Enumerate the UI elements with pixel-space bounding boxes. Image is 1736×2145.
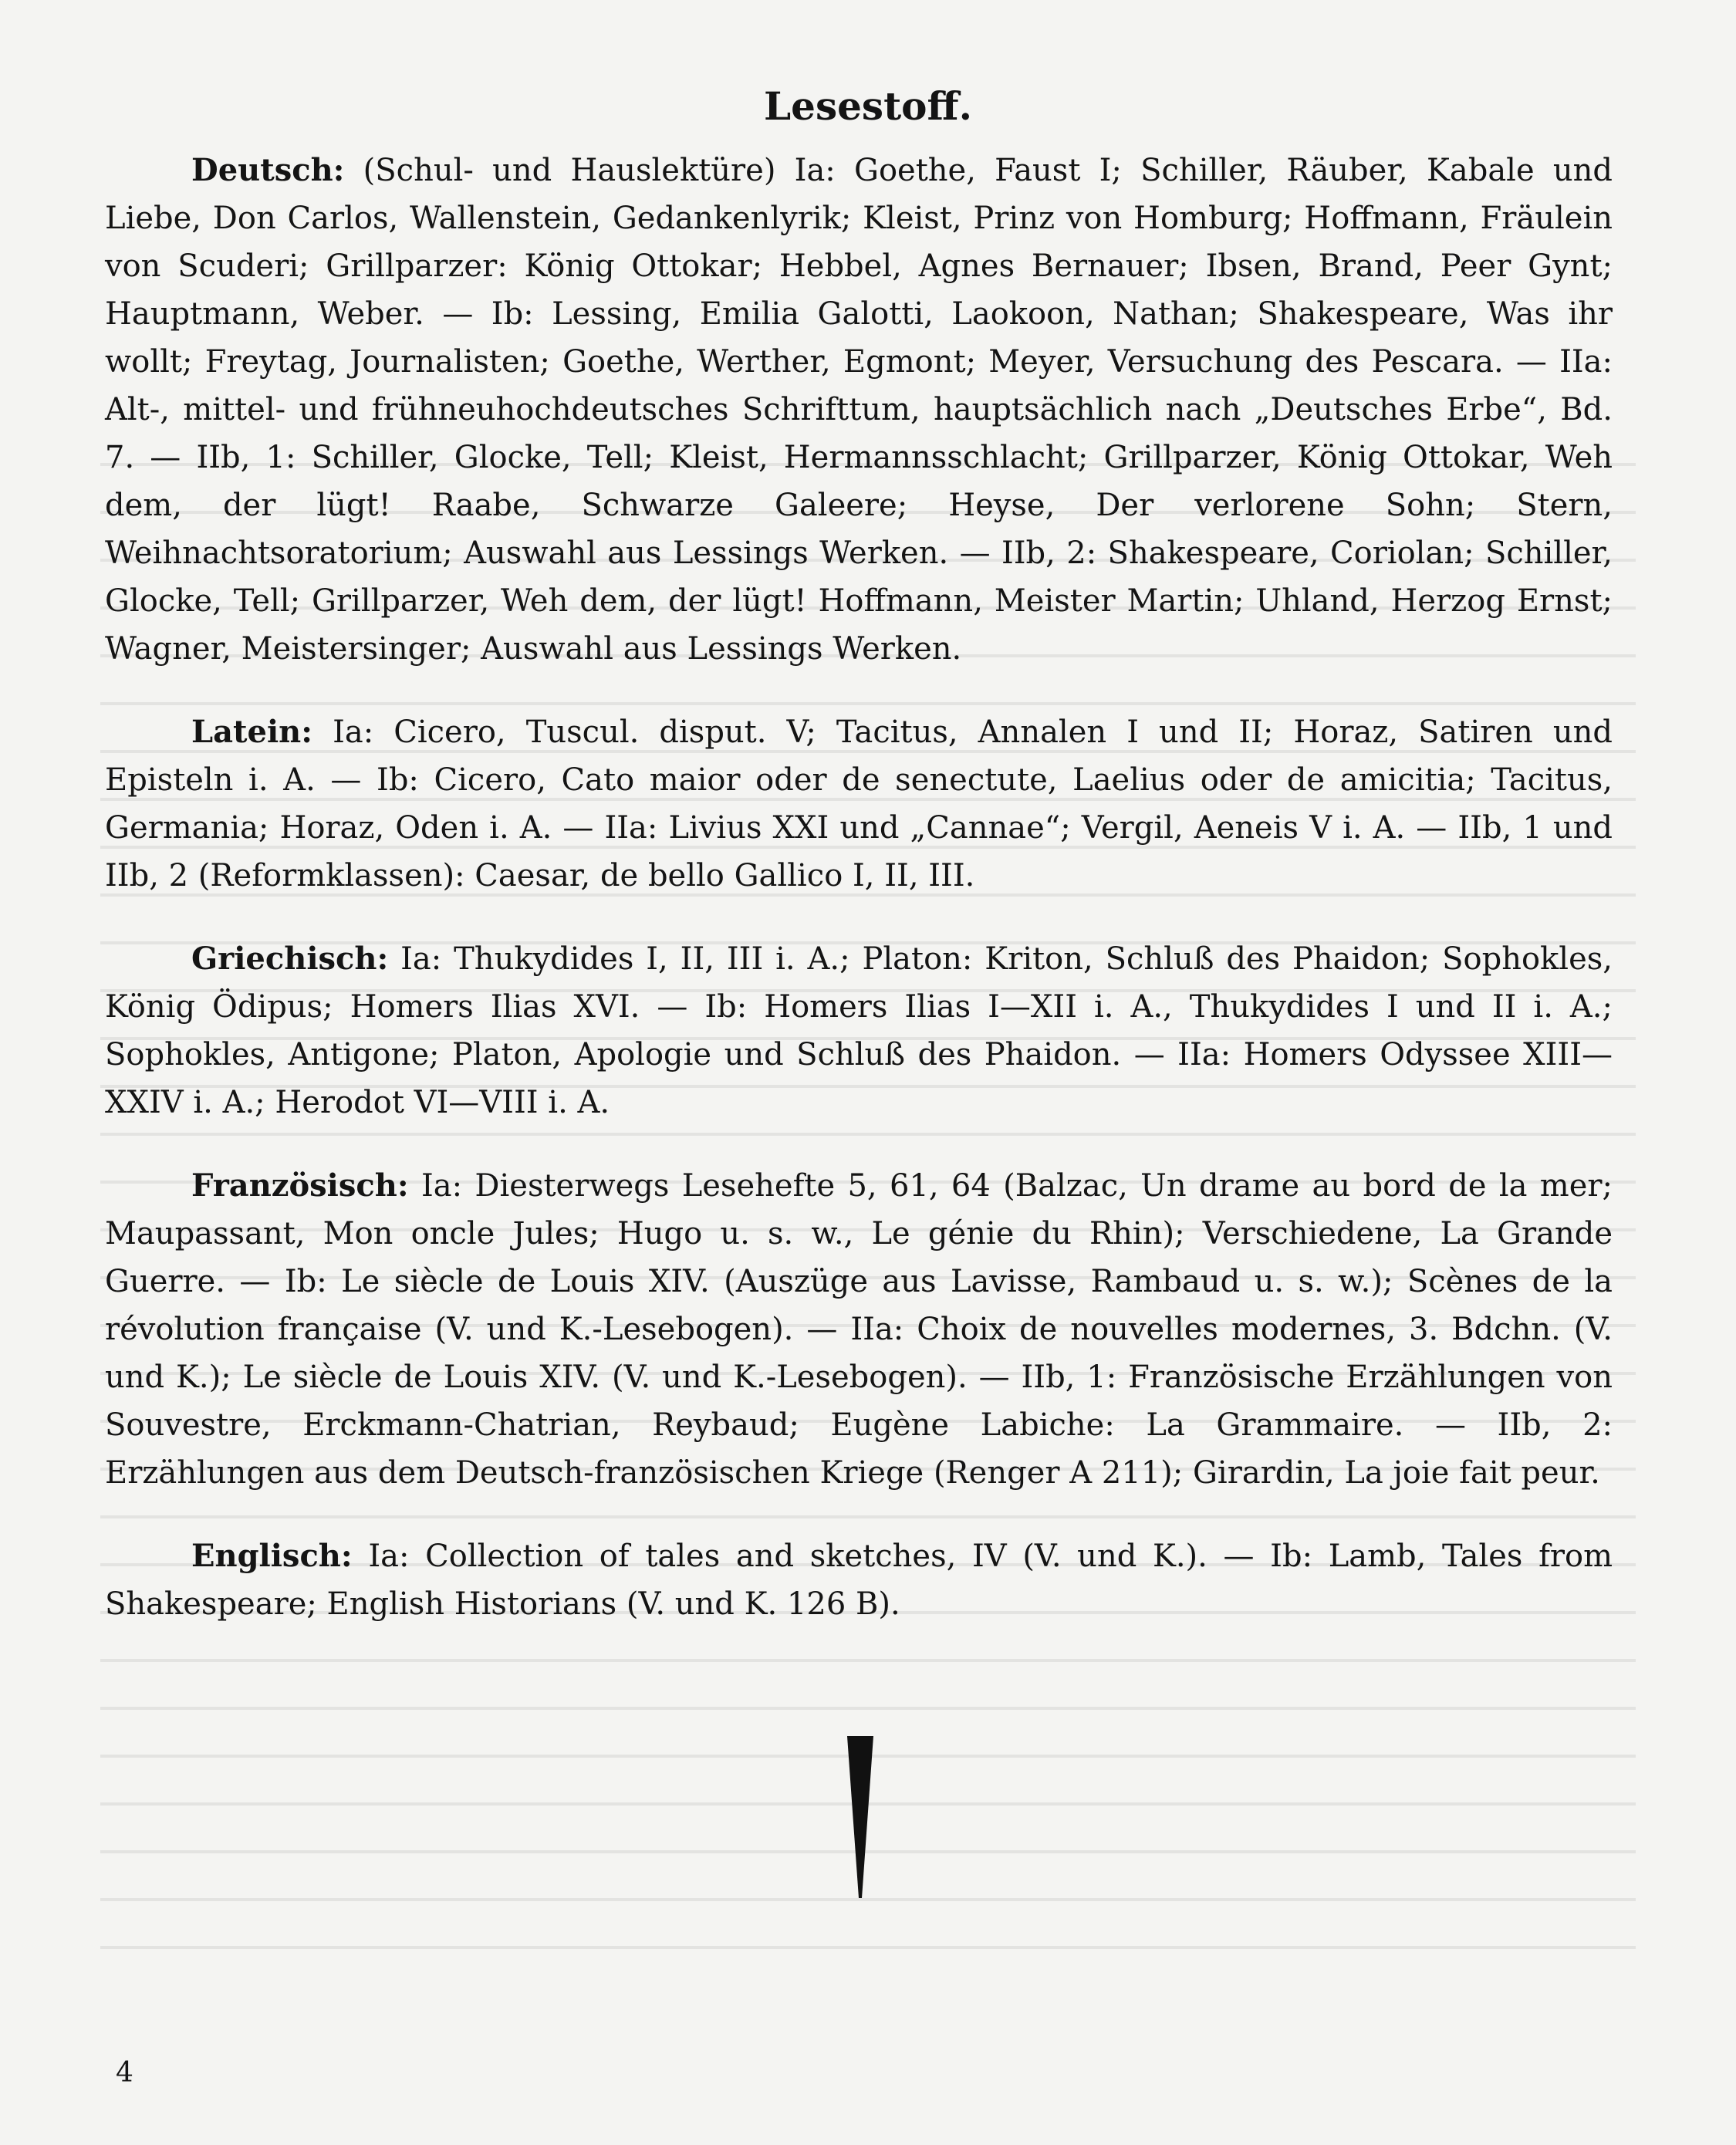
section-text: Ia: Collection of tales and sketches, IV (V. und K.). — Ib: Lamb, Tales from Shakespeare; English Historians (V. und K. 126 B). [105,1539,1613,1622]
page-title: Lesestoff. [764,83,972,129]
subject-label: Englisch: [191,1538,353,1574]
section-griechisch [105,935,1613,1127]
end-ornament [847,1736,873,1898]
section-deutsch [105,147,1613,673]
subject-label: Latein: [191,714,313,750]
section-text: Ia: Diesterwegs Lesehefte 5, 61, 64 (Balzac, Un drame au bord de la mer; Maupassant, Mon oncle Jules; Hugo u. s. w., Le génie du Rhin); Verschiedene, La Grande Guerre. — Ib: Le siècle de Louis XIV. (Auszüge aus Lavisse, Rambaud u. s. w.); Scènes de la révolution française (V. und K.-Lesebogen). — IIa: Choix de nouvelles modernes, 3. Bdchn. (V. und K.); Le siècle de Louis XIV. (V. und K.-Lesebogen). — IIb, 1: Französische Erzählungen von Souvestre, Erckmann-Chatrian, Reybaud; Eugène Labiche: La Grammaire. — IIb, 2: Erzählungen aus dem Deutsch-französischen Kriege (Renger A 211); Girardin, La joie fait peur. [105,1168,1613,1491]
section-latein [105,708,1613,900]
section-text: (Schul- und Hauslektüre) Ia: Goethe, Faust I; Schiller, Räuber, Kabale und Liebe, Don Carlos, Wallenstein, Gedankenlyrik; Kleist, Prinz von Homburg; Hoffmann, Fräulein von Scuderi; Grillparzer: König Ottokar; Hebbel, Agnes Bernauer; Ibsen, Brand, Peer Gynt; Hauptmann, Weber. — Ib: Lessing, Emilia Galotti, Laokoon, Nathan; Shakespeare, Was ihr wollt; Freytag, Journalisten; Goethe, Werther, Egmont; Meyer, Versuchung des Pescara. — IIa: Alt-, mittel- und frühneuhochdeutsches Schrifttum, hauptsächlich nach „Deutsches Erbe“, Bd. 7. — IIb, 1: Schiller, Glocke, Tell; Kleist, Hermannsschlacht; Grillparzer, König Ottokar, Weh dem, der lügt! Raabe, Schwarze Galeere; Heyse, Der verlorene Sohn; Stern, Weihnachtsoratorium; Auswahl aus Lessings Werken. — IIb, 2: Shakespeare, Coriolan; Schiller, Glocke, Tell; Grillparzer, Weh dem, der lügt! Hoffmann, Meister Martin; Uhland, Herzog Ernst; Wagner, Meistersinger; Auswahl aus Lessings Werken. [105,153,1613,667]
section-franzoesisch [105,1162,1613,1497]
section-text: Ia: Cicero, Tuscul. disput. V; Tacitus, Annalen I und II; Horaz, Satiren und Episteln i. A. — Ib: Cicero, Cato maior oder de senectute, Laelius oder de amicitia; Tacitus, Germania; Horaz, Oden i. A. — IIa: Livius XXI und „Cannae“; Vergil, Aeneis V i. A. — IIb, 1 und IIb, 2 (Reformklassen): Caesar, de bello Gallico I, II, III. [105,714,1613,893]
subject-label: Deutsch: [191,152,345,188]
subject-label: Griechisch: [191,941,389,977]
subject-label: Französisch: [191,1167,409,1204]
section-text: Ia: Thukydides I, II, III i. A.; Platon: Kriton, Schluß des Phaidon; Sophokles, König Ödipus; Homers Ilias XVI. — Ib: Homers Ilias I—XII i. A., Thukydides I und II i. A.; Sophokles, Antigone; Platon, Apologie und Schluß des Phaidon. — IIa: Homers Odyssee XIII—XXIV i. A.; Herodot VI—VIII i. A. [105,941,1613,1120]
section-englisch [105,1532,1613,1628]
reading-list-body [105,147,1613,1664]
page-number: 4 [116,2057,133,2089]
